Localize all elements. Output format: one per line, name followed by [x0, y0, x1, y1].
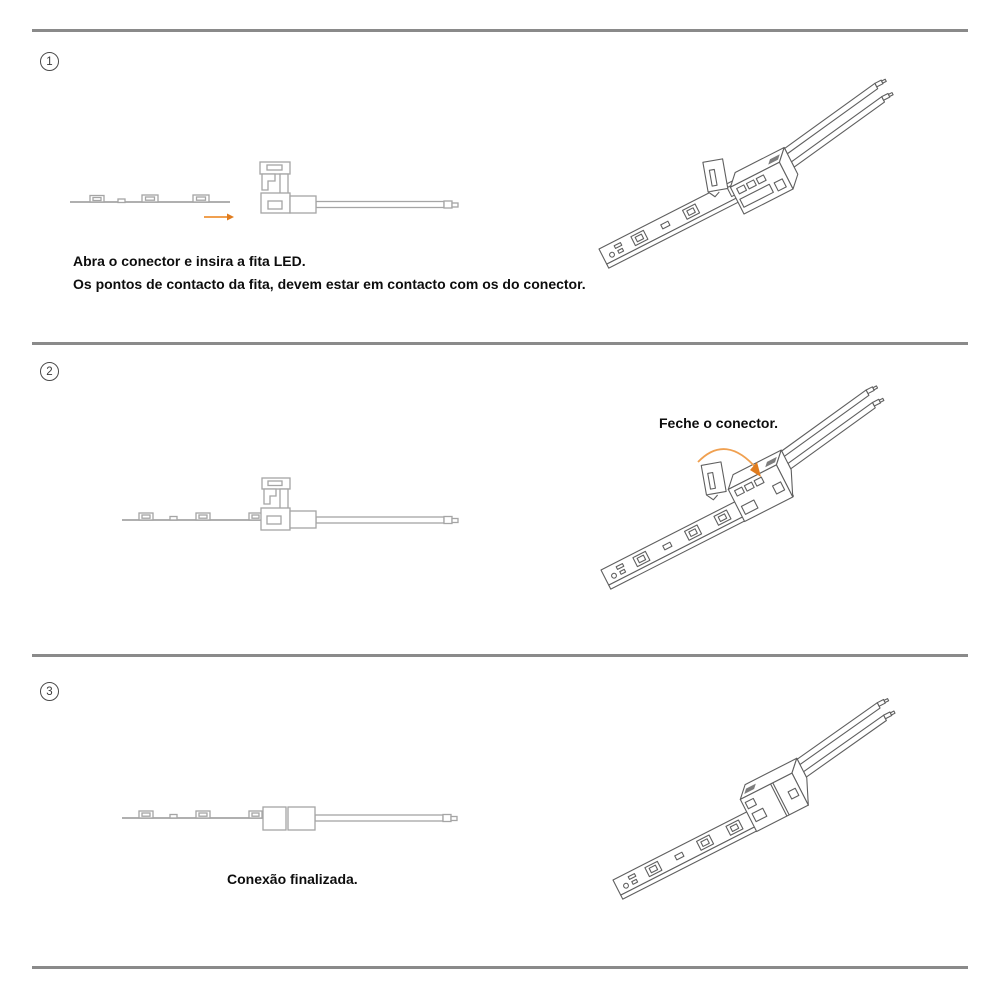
- connector-body-side: [288, 807, 315, 830]
- step-1-caption-line2: Os pontos de contacto da fita, devem estar em contacto com os do conector.: [73, 276, 586, 292]
- wire-side: [315, 815, 443, 821]
- wire: [797, 715, 893, 777]
- wire-tip-stub: [884, 699, 889, 703]
- step-2-caption: Feche o conector.: [659, 415, 779, 431]
- insert-direction-arrow-icon: [204, 214, 234, 221]
- small-component: [118, 199, 125, 203]
- led-chip: [193, 195, 209, 202]
- wire: [791, 703, 887, 765]
- connector-body-side: [290, 511, 316, 528]
- wire: [781, 402, 883, 468]
- step3-perspective: [596, 698, 915, 900]
- wire: [777, 83, 885, 153]
- step1-side-view: [70, 162, 458, 221]
- wire-tip-stub: [452, 203, 458, 207]
- step-3-number: 3: [46, 685, 53, 698]
- connector-open-side: [261, 478, 458, 530]
- led-chip: [196, 513, 210, 520]
- step2-perspective: [579, 378, 904, 589]
- wire: [774, 390, 876, 456]
- led-chip: [142, 195, 158, 202]
- connector-lid-open: [701, 462, 727, 501]
- led-chip: [139, 811, 153, 818]
- wire-tip-stub: [873, 386, 878, 390]
- wire-tip-stub: [452, 519, 458, 523]
- led-chip: [249, 811, 262, 818]
- small-component: [170, 815, 177, 819]
- step-2-number: 2: [46, 365, 53, 378]
- connector-open-side: [260, 162, 458, 213]
- step1-perspective: [599, 71, 911, 268]
- connector-closed-perspective: [729, 698, 914, 832]
- wire-tip: [444, 201, 452, 208]
- led-chip: [90, 196, 104, 203]
- led-chip: [196, 811, 210, 818]
- wire-tip: [444, 517, 452, 524]
- step-1-caption-line1: Abra o conector e insira a fita LED.: [73, 253, 306, 269]
- step2-side-view: [122, 478, 458, 530]
- led-chip: [139, 513, 153, 520]
- connector-closed-side: [263, 807, 457, 830]
- step3-side-view: [122, 807, 457, 830]
- step-1-number: 1: [46, 55, 53, 68]
- wire-tip-stub: [888, 93, 893, 97]
- wire-tip-stub: [890, 711, 895, 715]
- wire-tip-stub: [451, 817, 457, 821]
- connector-body-side: [290, 196, 316, 213]
- wire-side: [316, 517, 444, 523]
- led-strip-perspective: [579, 378, 904, 589]
- led-chip: [249, 513, 262, 520]
- led-strip-perspective: [596, 698, 915, 900]
- wire-tip-stub: [882, 79, 887, 83]
- wire-tip: [443, 815, 451, 822]
- wire-tip-stub: [879, 398, 884, 402]
- wire: [784, 97, 892, 167]
- small-component: [170, 517, 177, 521]
- wire-side: [316, 202, 444, 208]
- step-3-caption: Conexão finalizada.: [227, 871, 358, 887]
